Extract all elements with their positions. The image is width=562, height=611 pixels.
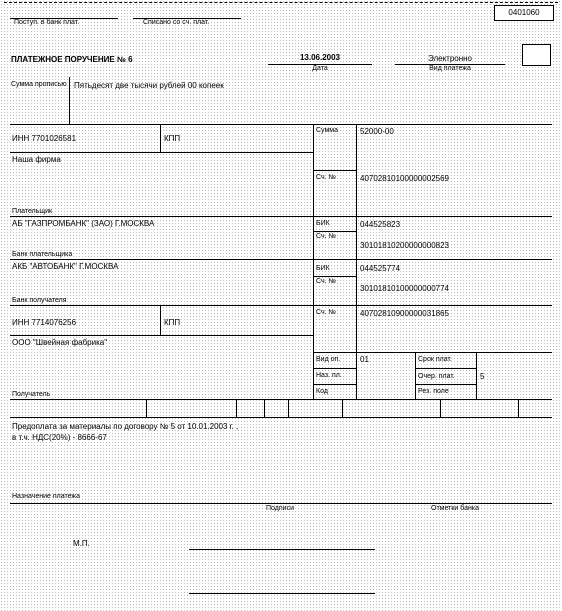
payee-bank-name: АКБ "АВТОБАНК" Г.МОСКВА	[12, 262, 119, 271]
tax-col-2	[236, 399, 237, 417]
op-type-bottom	[313, 368, 356, 369]
payer-label: Плательщик	[12, 208, 53, 215]
amount-words-divider	[69, 77, 70, 124]
code-square	[522, 44, 551, 66]
priority-value: 5	[480, 372, 485, 381]
payee-account-bottom	[313, 352, 552, 353]
payer-bank-name: АБ "ГАЗПРОМБАНК" (ЗАО) Г.МОСКВА	[12, 219, 155, 228]
payee-inn-bottom	[10, 335, 313, 336]
payer-bottom	[10, 216, 313, 217]
op-type-label: Вид оп.	[316, 356, 341, 363]
amount-words-bottom	[10, 124, 552, 125]
received-label: Поступ. в банк плат.	[14, 19, 80, 26]
purpose-line-1: Предоплата за материалы по договору № 5 от 10.01.2003 г. ,	[12, 422, 239, 431]
amount-bottom	[313, 170, 356, 171]
payer-inn-bottom	[10, 152, 313, 153]
payer-inn-kpp-divider	[160, 124, 161, 152]
payee-account: 40702810900000031865	[360, 309, 449, 318]
payee-corr-label: Сч. №	[316, 278, 337, 285]
purpose-code-label: Наз. пл.	[316, 372, 342, 379]
date-value: 13.06.2003	[299, 53, 341, 62]
payee-inn: ИНН 7714076256	[12, 318, 77, 327]
payer-bank-label: Банк плательщика	[12, 251, 73, 258]
payee-corr-account: 30101810100000000774	[360, 284, 449, 293]
stamp-label: М.П.	[73, 539, 90, 548]
reserve-label: Рез. поле	[418, 388, 449, 395]
payment-type-label: Вид платежа	[429, 65, 471, 72]
payer-inn: ИНН 7701026581	[12, 134, 77, 143]
payer-bik-bottom	[313, 231, 356, 232]
payer-bank-bottom	[10, 259, 552, 260]
payment-type-value: Электронно	[427, 54, 473, 63]
tax-row-bottom	[10, 417, 552, 418]
payer-kpp-label: КПП	[164, 134, 181, 143]
payer-bik: 044525823	[360, 220, 401, 229]
payee-bik-bottom	[313, 276, 356, 277]
payee-bank-label: Банк получателя	[12, 297, 67, 304]
due-divider-left	[415, 352, 416, 399]
signature-line-2	[189, 593, 375, 594]
amount-label: Сумма	[316, 127, 338, 134]
due-bottom	[415, 368, 476, 369]
payee-bik: 044525774	[360, 264, 401, 273]
payer-bik-top	[313, 216, 552, 217]
priority-bottom	[415, 384, 476, 385]
payer-corr-label: Сч. №	[316, 233, 337, 240]
tax-col-7	[518, 399, 519, 417]
tax-col-4	[288, 399, 289, 417]
purpose-line-2: в т.ч. НДС(20%) - 8666-67	[12, 433, 107, 442]
payer-account-label: Сч. №	[316, 174, 337, 181]
purpose-label: Назначение платежа	[12, 493, 80, 500]
payee-kpp-label: КПП	[164, 318, 181, 327]
date-label: Дата	[312, 65, 328, 72]
tax-col-6	[440, 399, 441, 417]
priority-label: Очер. плат.	[418, 373, 455, 380]
signatures-label: Подписи	[266, 505, 294, 512]
right-col-divider-1	[313, 124, 314, 399]
payer-name: Наша фирма	[12, 155, 61, 164]
top-dashed-border	[4, 2, 558, 3]
amount-words-label: Сумма прописью	[11, 81, 67, 88]
code-label: Код	[316, 388, 328, 395]
tax-col-5	[342, 399, 343, 417]
tax-col-1	[146, 399, 147, 417]
payee-account-label: Сч. №	[316, 309, 337, 316]
due-label: Срок плат.	[418, 356, 452, 363]
form-code: 0401060	[508, 8, 540, 17]
bank-marks-label: Отметки банка	[431, 505, 479, 512]
purpose-code-bottom	[313, 384, 356, 385]
tax-col-3	[264, 399, 265, 417]
payee-inn-kpp-divider	[160, 305, 161, 335]
amount-value: 52000-00	[360, 127, 394, 136]
payer-bik-label: БИК	[316, 220, 330, 227]
form-code-box	[494, 5, 554, 21]
payee-bik-label: БИК	[316, 265, 330, 272]
payee-name: ООО "Швейная фабрика"	[12, 338, 108, 347]
payee-bank-bottom	[10, 305, 552, 306]
op-type-value: 01	[360, 355, 369, 364]
debited-label: Списано со сч. плат.	[143, 19, 210, 26]
payee-bottom	[10, 399, 552, 400]
form-title: ПЛАТЕЖНОЕ ПОРУЧЕНИЕ № 6	[11, 55, 133, 64]
payer-account: 40702810100000002569	[360, 174, 449, 183]
payee-label: Получатель	[12, 391, 51, 398]
purpose-bottom	[10, 503, 552, 504]
payer-corr-account: 30101810200000000823	[360, 241, 449, 250]
right-col-divider-2	[356, 124, 357, 399]
due-divider-right	[476, 352, 477, 399]
signature-line-1	[189, 549, 375, 550]
amount-words: Пятьдесят две тысячи рублей 00 копеек	[74, 81, 224, 90]
